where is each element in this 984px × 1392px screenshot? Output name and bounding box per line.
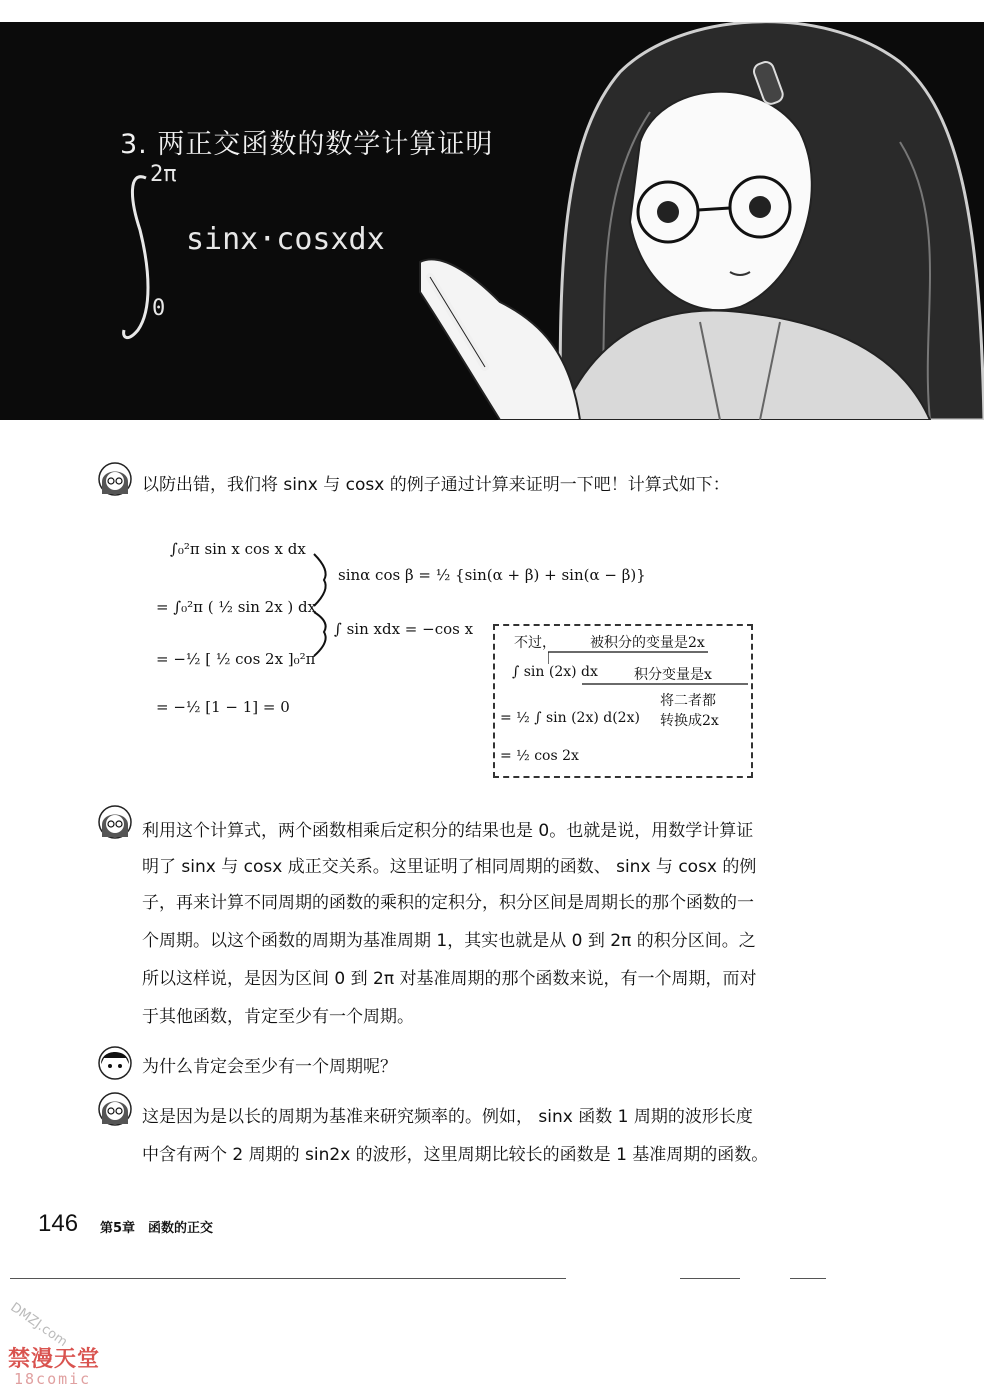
paragraph-2-line-6: 于其他函数，肯定至少有一个周期。 — [142, 1007, 414, 1027]
footer-rule — [680, 1278, 740, 1279]
page-number: 146 — [38, 1210, 79, 1237]
equation-line-2: = ∫₀²π ( ½ sin 2x ) dx — [156, 598, 317, 616]
paragraph-4-line-2: 中含有两个 2 周期的 sin2x 的波形，这里周期比较长的函数是 1 基准周期的函数。 — [142, 1145, 769, 1165]
equation-line-4: = −½ [1 − 1] = 0 — [156, 698, 290, 716]
bracket-annotations — [310, 550, 340, 660]
student-question: 为什么肯定会至少有一个周期呢？ — [142, 1057, 397, 1077]
footer-rule — [10, 1278, 566, 1279]
box-text-2: 被积分的变量是2x — [590, 635, 705, 651]
equation-line-1: ∫₀²π sin x cos x dx — [170, 540, 306, 558]
chalk-upper-limit: 2π — [150, 162, 177, 187]
teacher-avatar-icon — [98, 462, 132, 496]
teacher-avatar-icon — [98, 1092, 132, 1126]
footer-rule — [790, 1278, 826, 1279]
antiderivative-note: ∫ sin xdx = −cos x — [334, 620, 474, 638]
box-text-5: 将二者都 — [660, 693, 716, 709]
paragraph-2-line-3: 子，再来计算不同周期的函数的乘积的定积分，积分区间是周期长的那个函数的一 — [142, 893, 754, 913]
paragraph-intro: 以防出错，我们将 sinx 与 cosx 的例子通过计算来证明一下吧！计算式如下： — [142, 475, 730, 495]
watermark-text-1: DMZJ.com — [7, 1300, 70, 1351]
chapter-label: 第5章 函数的正交 — [100, 1221, 214, 1236]
watermark-text-3: 18comic — [14, 1370, 92, 1388]
student-avatar-icon — [98, 1046, 132, 1080]
paragraph-2-line-1: 利用这个计算式，两个函数相乘后定积分的结果也是 0。也就是说，用数学计算证 — [142, 821, 754, 841]
paragraph-2-line-5: 所以这样说，是因为区间 0 到 2π 对基准周期的那个函数来说，有一个周期，而对 — [142, 969, 757, 989]
paragraph-4-line-1: 这是因为是以长的周期为基准来研究频率的。例如， sinx 函数 1 周期的波形长度 — [142, 1107, 753, 1127]
watermark-logo — [8, 1298, 128, 1390]
identity-note: sinα cos β = ½ {sin(α + β) + sin(α − β)} — [338, 566, 646, 584]
equation-line-3: = −½ [ ½ cos 2x ]₀²π — [156, 650, 316, 668]
watermark-text-2: 禁漫天堂 — [8, 1347, 101, 1372]
chalk-integrand: sinx·cosxdx — [186, 222, 385, 257]
teacher-avatar-icon — [98, 805, 132, 839]
box-text-6: 转换成2x — [660, 713, 719, 729]
box-text-1: 不过， — [514, 635, 556, 651]
header-banner — [0, 22, 984, 420]
chalk-lower-limit: 0 — [152, 296, 166, 321]
box-text-4: 积分变量是x — [634, 667, 712, 683]
box-text-3: ∫ sin (2x) dx — [512, 664, 598, 680]
box-text-8: = ½ cos 2x — [500, 748, 579, 764]
integral-sign-chalk — [118, 170, 178, 350]
section-title: 3. 两正交函数的数学计算证明 — [120, 129, 494, 160]
box-text-7: = ½ ∫ sin (2x) d(2x) — [500, 710, 640, 726]
paragraph-2-line-4: 个周期。以这个函数的周期为基准周期 1，其实也就是从 0 到 2π 的积分区间。之 — [142, 931, 756, 951]
box-underlines — [548, 650, 748, 690]
paragraph-2-line-2: 明了 sinx 与 cosx 成正交关系。这里证明了相同周期的函数、 sinx 与 cosx 的例 — [142, 857, 757, 877]
